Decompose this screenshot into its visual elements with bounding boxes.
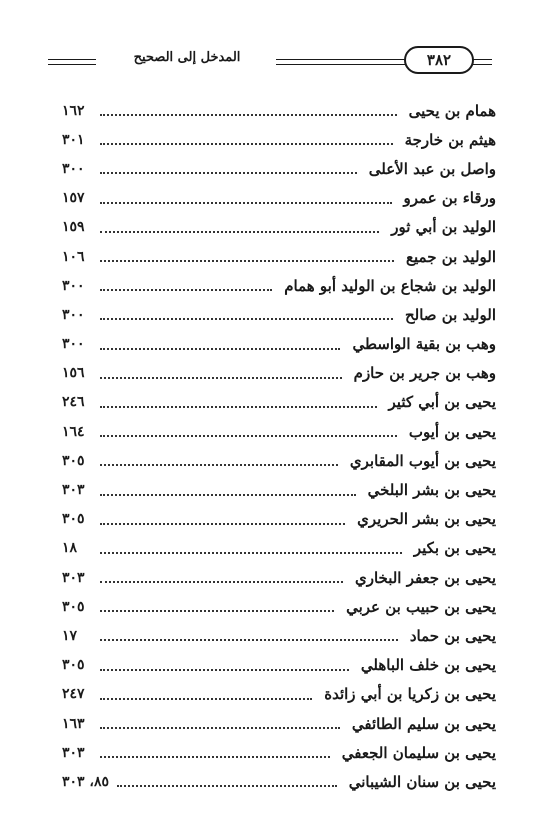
entry-page-number: ٢٤٦: [62, 394, 85, 411]
index-entry: [62, 767, 496, 796]
index-entry: [62, 330, 496, 359]
index-entry: [62, 388, 496, 417]
entry-page-number: ١٦٤: [62, 423, 85, 440]
index-entry: [62, 417, 496, 446]
dot-leader: [100, 347, 340, 350]
dot-leader: [100, 113, 397, 116]
dot-leader: [100, 405, 377, 408]
entry-name: يحيى بن حبيب بن عربي: [346, 597, 496, 616]
index-entry: [62, 563, 496, 592]
dot-leader: [100, 522, 345, 525]
entry-page-number: ٣٠٣: [62, 569, 85, 586]
running-title: المدخل إلى الصحيح: [133, 50, 241, 65]
index-entry: [62, 125, 496, 154]
index-entry: [62, 738, 496, 767]
header-rule-left: [48, 59, 96, 65]
dot-leader: [100, 230, 379, 233]
dot-leader: [100, 201, 392, 204]
entry-name: يحيى بن حماد: [409, 626, 496, 645]
entry-name: واصل بن عبد الأعلى: [368, 159, 496, 178]
index-entry: [62, 534, 496, 563]
entry-page-number: ٨٥، ٣٠٣: [62, 773, 110, 790]
index-entry: [62, 271, 496, 300]
index-entry: [62, 96, 496, 125]
dot-leader: [100, 551, 402, 554]
entry-page-number: ١٥٧: [62, 190, 85, 207]
entry-name: يحيى بن بشر الحريري: [357, 510, 496, 529]
entry-page-number: ١٦٣: [62, 715, 85, 732]
entry-name: يحيى بن أيوب: [408, 422, 496, 441]
entry-page-number: ٣٠١: [62, 131, 85, 148]
index-entry: [62, 446, 496, 475]
entry-name: هيثم بن خارجة: [404, 130, 496, 149]
dot-leader: [100, 288, 272, 291]
entry-name: يحيى بن أبي كثير: [388, 393, 496, 412]
dot-leader: [100, 697, 312, 700]
entry-page-number: ٢٤٧: [62, 686, 85, 703]
index-entry: [62, 680, 496, 709]
dot-leader: [100, 580, 343, 583]
page-header: [48, 46, 492, 76]
dot-leader: [100, 317, 393, 320]
entry-name: يحيى بن بشر البلخي: [367, 481, 496, 500]
entry-page-number: ١٦٢: [62, 102, 85, 119]
index-entry: [62, 359, 496, 388]
entry-name: وهب بن جرير بن حازم: [353, 364, 496, 383]
entry-page-number: ١٥٦: [62, 365, 85, 382]
entry-page-number: ٣٠٣: [62, 482, 85, 499]
dot-leader: [100, 171, 357, 174]
dot-leader: [100, 463, 338, 466]
entry-name: الوليد بن أبي ثور: [391, 218, 496, 237]
dot-leader: [117, 784, 337, 787]
index-entry: [62, 475, 496, 504]
index-entry: [62, 184, 496, 213]
entry-name: الوليد بن صالح: [404, 305, 496, 324]
index-entry: [62, 300, 496, 329]
entry-page-number: ٣٠٠: [62, 277, 85, 294]
dot-leader: [100, 434, 397, 437]
entry-page-number: ٣٠٥: [62, 657, 85, 674]
entry-name: وهب بن بقية الواسطي: [352, 335, 496, 354]
entry-name: يحيى بن زكريا بن أبي زائدة: [324, 685, 496, 704]
index-entry: [62, 621, 496, 650]
dot-leader: [100, 726, 340, 729]
entry-page-number: ٣٠٥: [62, 452, 85, 469]
entry-page-number: ٣٠٠: [62, 306, 85, 323]
index-entry-list: [62, 96, 496, 797]
entry-name: ورقاء بن عمرو: [403, 189, 496, 208]
dot-leader: [100, 609, 334, 612]
entry-page-number: ٣٠٠: [62, 160, 85, 177]
dot-leader: [100, 142, 393, 145]
dot-leader: [100, 668, 349, 671]
entry-name: يحيى بن جعفر البخاري: [354, 568, 496, 587]
entry-page-number: ٣٠٠: [62, 336, 85, 353]
entry-name: الوليد بن شجاع بن الوليد أبو همام: [284, 276, 496, 295]
index-entry: [62, 242, 496, 271]
dot-leader: [100, 493, 356, 496]
dot-leader: [100, 376, 342, 379]
entry-name: يحيى بن بكير: [413, 539, 496, 558]
entry-name: همام بن يحيى: [408, 101, 496, 120]
dot-leader: [100, 755, 330, 758]
entry-name: يحيى بن سنان الشيباني: [348, 772, 496, 791]
entry-page-number: ١٧: [62, 627, 78, 644]
entry-name: يحيى بن خلف الباهلي: [360, 656, 496, 675]
entry-page-number: ١٨: [62, 540, 78, 557]
index-entry: [62, 651, 496, 680]
entry-page-number: ٣٠٥: [62, 511, 85, 528]
entry-name: يحيى بن أيوب المقابري: [349, 451, 496, 470]
dot-leader: [100, 638, 398, 641]
entry-name: يحيى بن سليمان الجعفي: [341, 743, 496, 762]
index-entry: [62, 154, 496, 183]
entry-name: يحيى بن سليم الطائفي: [351, 714, 496, 733]
index-entry: [62, 505, 496, 534]
entry-page-number: ١٠٦: [62, 248, 85, 265]
index-entry: [62, 592, 496, 621]
dot-leader: [100, 259, 394, 262]
entry-name: الوليد بن جميع: [406, 247, 496, 266]
page-number: ٣٨٢: [404, 46, 474, 74]
index-entry: [62, 213, 496, 242]
index-entry: [62, 709, 496, 738]
entry-page-number: ١٥٩: [62, 219, 85, 236]
entry-page-number: ٣٠٥: [62, 598, 85, 615]
entry-page-number: ٣٠٣: [62, 744, 85, 761]
